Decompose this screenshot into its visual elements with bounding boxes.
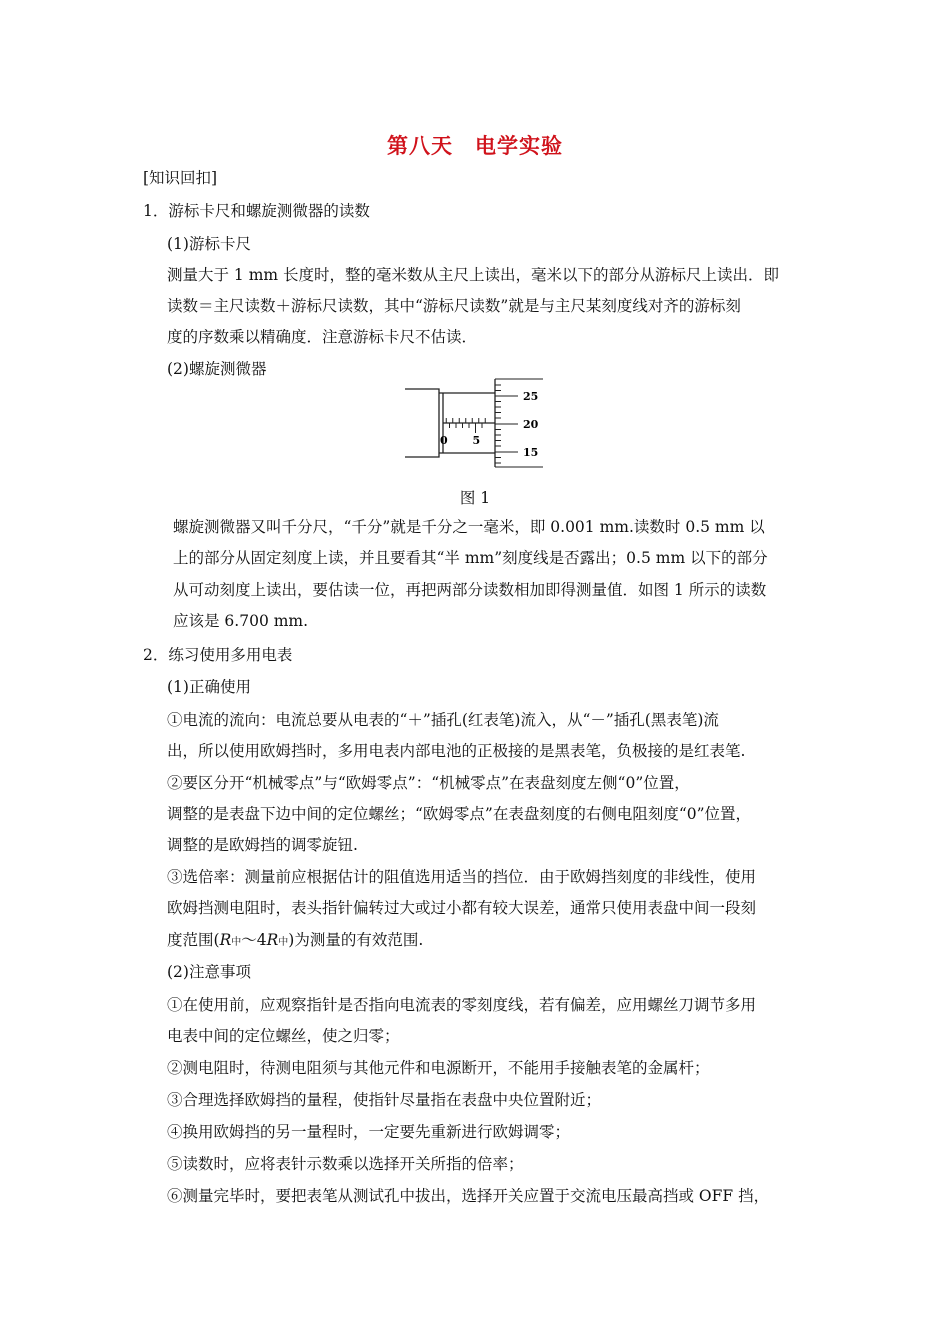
- paragraph-line: 测量大于 1 mm 长度时，整的毫米数从主尺上读出，毫米以下的部分从游标尺上读出．即: [167, 266, 780, 284]
- heading-1: 1．游标卡尺和螺旋测微器的读数: [143, 202, 370, 220]
- paragraph-line: ②要区分开“机械零点”与“欧姆零点”：“机械零点”在表盘刻度左侧“0”位置，: [167, 774, 690, 792]
- paragraph-line: 度的序数乘以精确度．注意游标卡尺不估读．: [167, 328, 478, 346]
- paragraph-line: ⑥测量完毕时，要把表笔从测试孔中拔出，选择开关应置于交流电压最高挡或 OFF 挡，: [167, 1187, 770, 1205]
- paragraph-line: ①电流的流向：电流总要从电表的“＋”插孔(红表笔)流入，从“－”插孔(黑表笔)流: [167, 711, 719, 729]
- paragraph-line: ③合理选择欧姆挡的量程，使指针尽量指在表盘中央位置附近；: [167, 1091, 602, 1109]
- thimble-label: 15: [523, 446, 539, 459]
- main-scale-label: 0: [440, 434, 448, 447]
- micrometer-figure: [403, 377, 553, 469]
- paragraph-line: 应该是 6.700 mm.: [173, 612, 309, 630]
- thimble-label: 20: [523, 418, 539, 431]
- subheading-vernier: (1)游标卡尺: [167, 235, 251, 253]
- formula-symbol: R: [219, 931, 232, 949]
- subheading-correct-use: (1)正确使用: [167, 678, 251, 696]
- figure-caption: 图 1: [459, 489, 491, 507]
- text-fragment: 度范围(: [167, 931, 220, 949]
- section-header: [知识回扣]: [143, 169, 218, 187]
- formula-subscript: 中: [278, 937, 289, 948]
- formula-symbol: R: [266, 931, 279, 949]
- paragraph-line: 上的部分从固定刻度上读，并且要看其“半 mm”刻度线是否露出；0.5 mm 以下的部分: [173, 549, 768, 567]
- paragraph-line: 调整的是表盘下边中间的定位螺丝；“欧姆零点”在表盘刻度的右侧电阻刻度“0”位置，: [167, 805, 752, 823]
- formula-subscript: 中: [231, 937, 242, 948]
- thimble-label: 25: [523, 390, 539, 403]
- paragraph-line: 螺旋测微器又叫千分尺，“千分”就是千分之一毫米，即 0.001 mm.读数时 0.5 mm 以: [173, 518, 765, 536]
- paragraph-line: ②测电阻时，待测电阻须与其他元件和电源断开，不能用手接触表笔的金属杆；: [167, 1059, 710, 1077]
- paragraph-line: 出，所以使用欧姆挡时，多用电表内部电池的正极接的是黑表笔，负极接的是红表笔.: [167, 742, 746, 760]
- text-fragment: )为测量的有效范围.: [288, 931, 424, 949]
- subheading-micrometer: (2)螺旋测微器: [167, 360, 267, 378]
- paragraph-line: 从可动刻度上读出，要估读一位，再把两部分读数相加即得测量值．如图 1 所示的读数: [173, 581, 767, 599]
- paragraph-line: ⑤读数时，应将表针示数乘以选择开关所指的倍率；: [167, 1155, 524, 1173]
- micrometer-diagram: [403, 377, 553, 469]
- heading-2: 2．练习使用多用电表: [143, 646, 293, 664]
- main-scale-label: 5: [472, 434, 481, 447]
- paragraph-line: 读数＝主尺读数＋游标尺读数，其中“游标尺读数”就是与主尺某刻度线对齐的游标刻: [167, 297, 741, 315]
- subheading-notes: (2)注意事项: [167, 963, 251, 981]
- paragraph-line: 欧姆挡测电阻时，表头指针偏转过大或过小都有较大误差，通常只使用表盘中间一段刻: [167, 899, 757, 917]
- paragraph-line: ①在使用前，应观察指针是否指向电流表的零刻度线，若有偏差，应用螺丝刀调节多用: [167, 996, 757, 1014]
- paragraph-line: [167, 930, 423, 953]
- text-fragment: ～4: [241, 931, 267, 949]
- paragraph-line: 电表中间的定位螺丝，使之归零；: [167, 1027, 400, 1045]
- paragraph-line: 调整的是欧姆挡的调零旋钮.: [167, 836, 358, 854]
- paragraph-line: ③选倍率：测量前应根据估计的阻值选用适当的挡位．由于欧姆挡刻度的非线性，使用: [167, 868, 757, 886]
- paragraph-line: ④换用欧姆挡的另一量程时，一定要先重新进行欧姆调零；: [167, 1123, 571, 1141]
- page-title: 第八天 电学实验: [387, 133, 563, 158]
